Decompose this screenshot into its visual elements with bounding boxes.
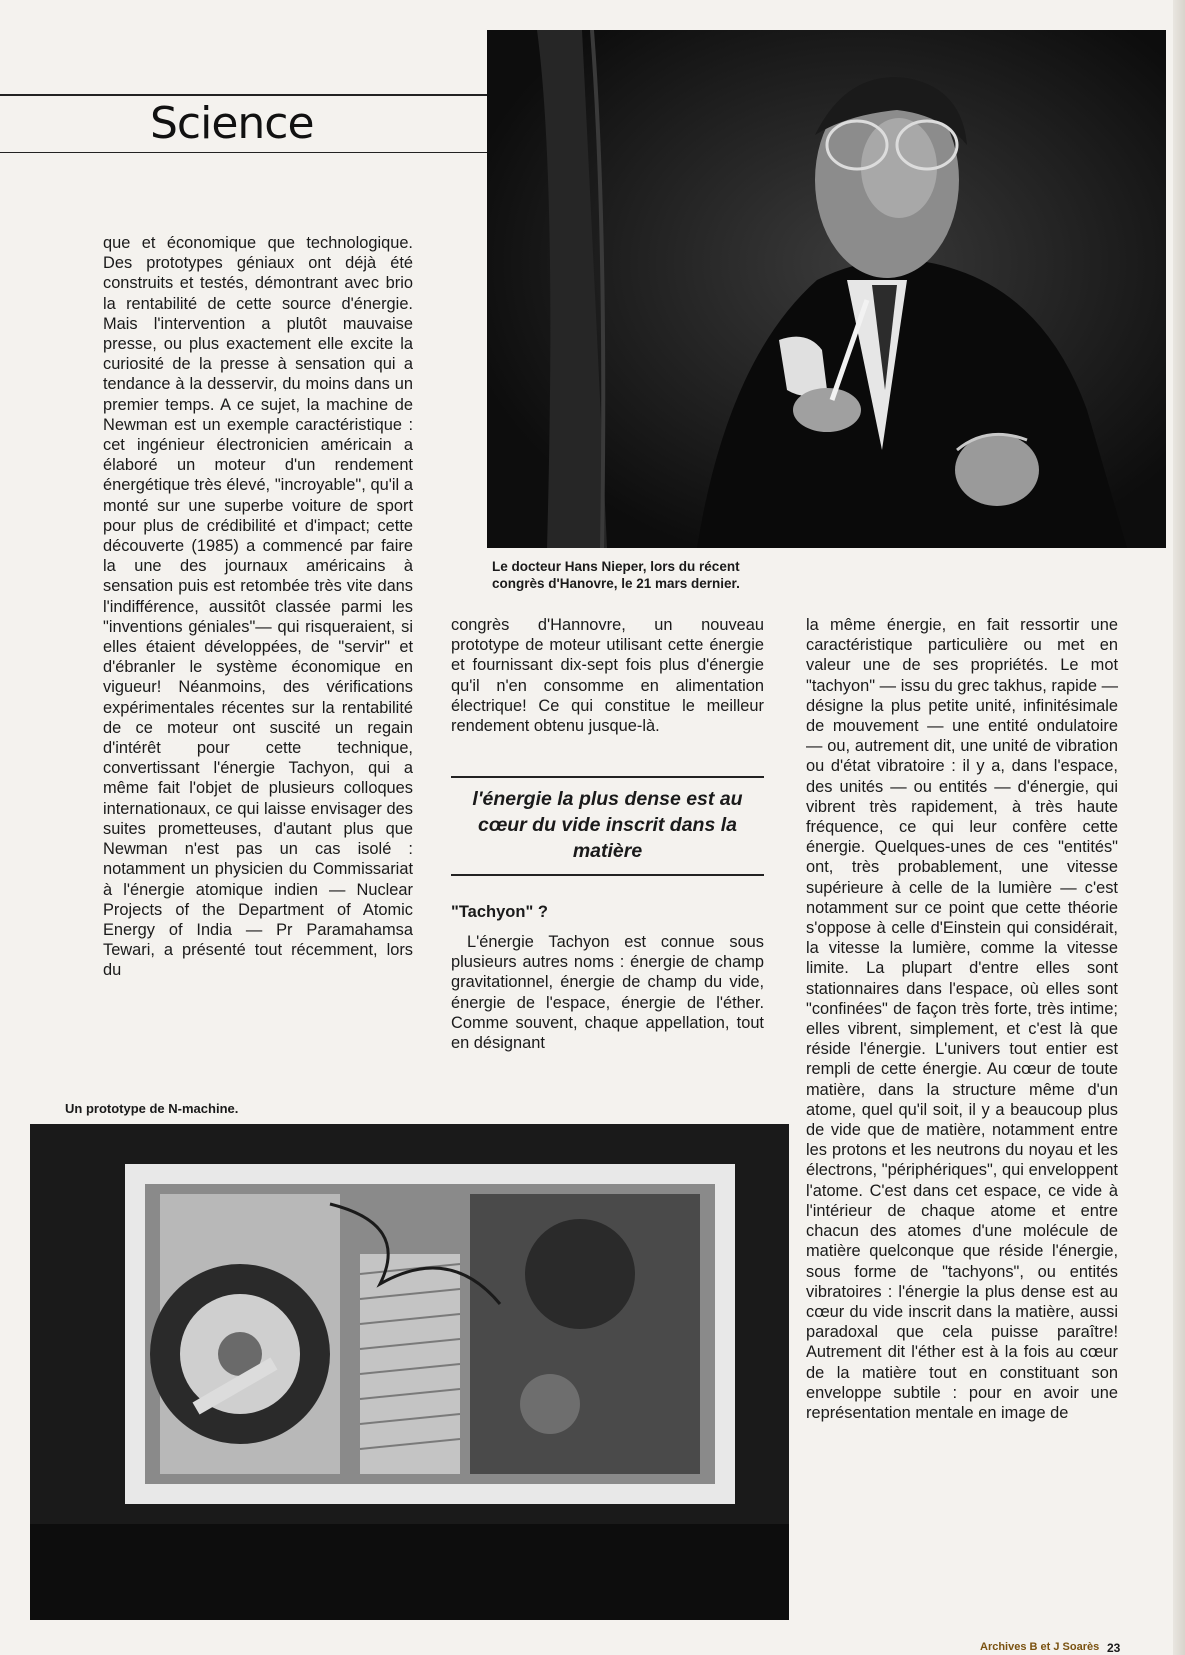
- article-paragraph: la même énergie, en fait ressortir une caractéristique particulière ou met en valeur une de ses propriétés. Le mot "tachyon" — issu du grec takhus, rapide — désigne la plus petite unité, infinitésimale de mouvement — une entité ondulatoire — ou, autrement dit, une unité de vibration ou d'état vibratoire : il y a, dans l'espace, des unités — ou entités — d'énergie, qui vibrent très rapidement, à très haute fréquence, ce qui leur confère cette énergie. Quelques-unes de ces "entités" ont, très probablement, une vitesse supérieure à celle de la lumière — c'est notamment sur ce point que cette théorie s'oppose à celle d'Einstein qui considérait, la vitesse la lumière, comme la vitesse limite. La plupart d'entre elles sont stationnaires dans l'espace, où elles sont "confinées" de façon très forte, très intime; elles vibrent, simplement, et c'est là que réside l'énergie. L'univers tout entier est rempli de cette énergie. Au cœur de toute matière, dans la structure même d'un atome, quel qu'il soit, il y a beaucoup plus de vide que de matière, notamment entre les protons et les neutrons du noyau et les électrons, "périphériques", qui enveloppent l'atome. C'est dans cet espace, ce vide à l'intérieur de chaque atome et entre chacun des atomes d'une molécule de matière quelconque que réside l'énergie, sous forme de "tachyons", ou entités vibratoires : l'énergie la plus dense est au cœur du vide inscrit dans la matière, aussi paradoxal que cela puisse paraître! Autrement dit l'éther est à la fois au cœur de la matière tout en constituant son enveloppe subtile : pour en avoir une représentation mentale en image de: [806, 616, 1118, 1422]
- article-paragraph: L'énergie Tachyon est connue sous plusieurs autres noms : énergie de champ gravitationnel, énergie de champ du vide, énergie de l'espace, énergie de l'éther. Comme souvent, chaque appellation, tout en désignant: [451, 933, 764, 1053]
- photo-caption-bottom: Un prototype de N-machine.: [65, 1101, 239, 1116]
- article-column-1: [103, 233, 413, 981]
- article-column-2-continued: [451, 932, 764, 1053]
- article-paragraph: congrès d'Hannovre, un nouveau prototype de moteur utilisant cette énergie et fournissant dix-sept fois plus d'énergie qu'il n'en consomme en alimentation électrique! Ce qui constitue le meilleur rendement obtenu jusque-là.: [451, 616, 764, 736]
- article-column-3: [806, 615, 1118, 1423]
- photo-caption-top: [492, 558, 822, 592]
- caption-line: congrès d'Hanovre, le 21 mars dernier.: [492, 576, 740, 591]
- section-title: Science: [150, 98, 314, 149]
- pull-quote: l'énergie la plus dense est au cœur du vide inscrit dans la matière: [451, 776, 764, 876]
- header-rule-top: [0, 94, 488, 96]
- header-rule-bottom: [0, 152, 488, 153]
- caption-line: Le docteur Hans Nieper, lors du récent: [492, 559, 740, 574]
- page-number: 23: [1107, 1641, 1121, 1655]
- photo-n-machine: [30, 1124, 789, 1620]
- article-paragraph: que et économique que technologique. Des prototypes géniaux ont déjà été construits et testés, démontrant avec brio la rentabilité de cette source d'énergie. Mais l'intervention a plutôt mauvaise presse, ou plus exactement elle excite la curiosité de la presse à sensation qui a tendance à la desservir, du moins dans un premier temps. A ce sujet, la machine de Newman est un exemple caractéristique : cet ingénieur électronicien américain a élaboré un moteur d'un rendement énergétique très élevé, "incroyable", qu'il a monté sur une superbe voiture de sport pour plus de crédibilité et d'impact; cette découverte (1985) a commencé par faire la une des journaux américains à sensation puis est retombée très vite dans l'indifférence, aussitôt classée parmi les "inventions géniales"— qui risqueraient, si elles étaient développées, de "servir" et d'ébranler le système économique en vigueur! Néanmoins, des vérifications expérimentales récentes sur la rentabilité de ce moteur ont suscité un regain d'intérêt pour cette technique, convertissant l'énergie Tachyon, qui a même fait l'objet de plusieurs colloques internationaux, ce qui laisse envisager des suites prometteuses, d'autant plus que Newman n'est pas un cas isolé : notamment un physicien du Commissariat à l'énergie atomique indien — Nuclear Projects of the Department of Atomic Energy of India — Pr Paramahamsa Tewari, a présenté tout récemment, lors du: [103, 234, 413, 980]
- archive-credit: Archives B et J Soarès: [980, 1641, 1100, 1653]
- page-edge: [1173, 0, 1185, 1655]
- subheading-tachyon: "Tachyon" ?: [451, 903, 548, 921]
- article-column-2: [451, 615, 764, 736]
- photo-hans-nieper: [487, 30, 1166, 548]
